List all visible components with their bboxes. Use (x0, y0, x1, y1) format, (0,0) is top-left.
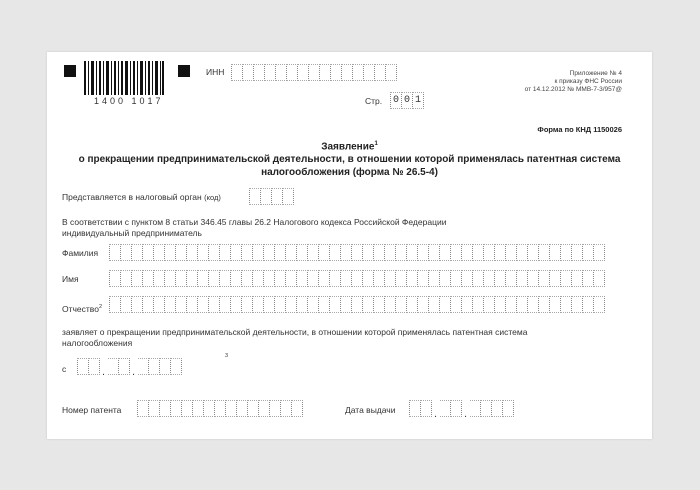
patent-number-field[interactable] (137, 400, 303, 417)
form-code: Форма по КНД 1150026 (537, 125, 622, 134)
name-field[interactable] (109, 270, 605, 287)
issue-date-field[interactable] (409, 400, 514, 417)
inn-field[interactable] (231, 64, 397, 81)
tax-authority-label: Представляется в налоговый орган (код) (62, 192, 221, 202)
from-label: с (62, 364, 67, 374)
page-label: Стр. (365, 96, 383, 106)
barcode-number: 1400 1017 (94, 96, 164, 106)
surname-label: Фамилия (62, 248, 99, 258)
date-footnote: 3 (225, 353, 229, 359)
issue-date-label: Дата выдачи (345, 405, 396, 415)
form-page (47, 52, 652, 439)
tax-authority-code-field[interactable] (249, 188, 294, 205)
barcode-icon (84, 61, 164, 95)
page-number-field[interactable]: 0 0 1 (390, 92, 424, 109)
inn-label: ИНН (206, 67, 225, 77)
surname-field[interactable] (109, 244, 605, 261)
corner-marker-right (178, 65, 190, 77)
declaration-text: заявляет о прекращении предпринимательской деятельности, в отношении которой применялась патентная система налогообложения (62, 327, 528, 348)
termination-date-field[interactable] (77, 358, 182, 375)
patent-number-label: Номер патента (62, 405, 122, 415)
patronymic-field[interactable] (109, 296, 605, 313)
patronymic-label: Отчество$^2$ (62, 303, 103, 314)
basis-text: В соответствии с пунктом 8 статьи 346.45 главы 26.2 Налогового кодекса Российской Федерации индивидуальный предприниматель (62, 217, 447, 238)
document-title: Заявление$^1$ о прекращении предпринимательской деятельности, в отношении которой применялась патентная система налогообложения (форма № 26.5-4) (78, 141, 621, 179)
appendix-note: Приложение № 4 к приказу ФНС России от 14.12.2012 № ММВ-7-3/957@ (524, 70, 622, 93)
corner-marker-left (64, 65, 76, 77)
name-label: Имя (62, 274, 79, 284)
